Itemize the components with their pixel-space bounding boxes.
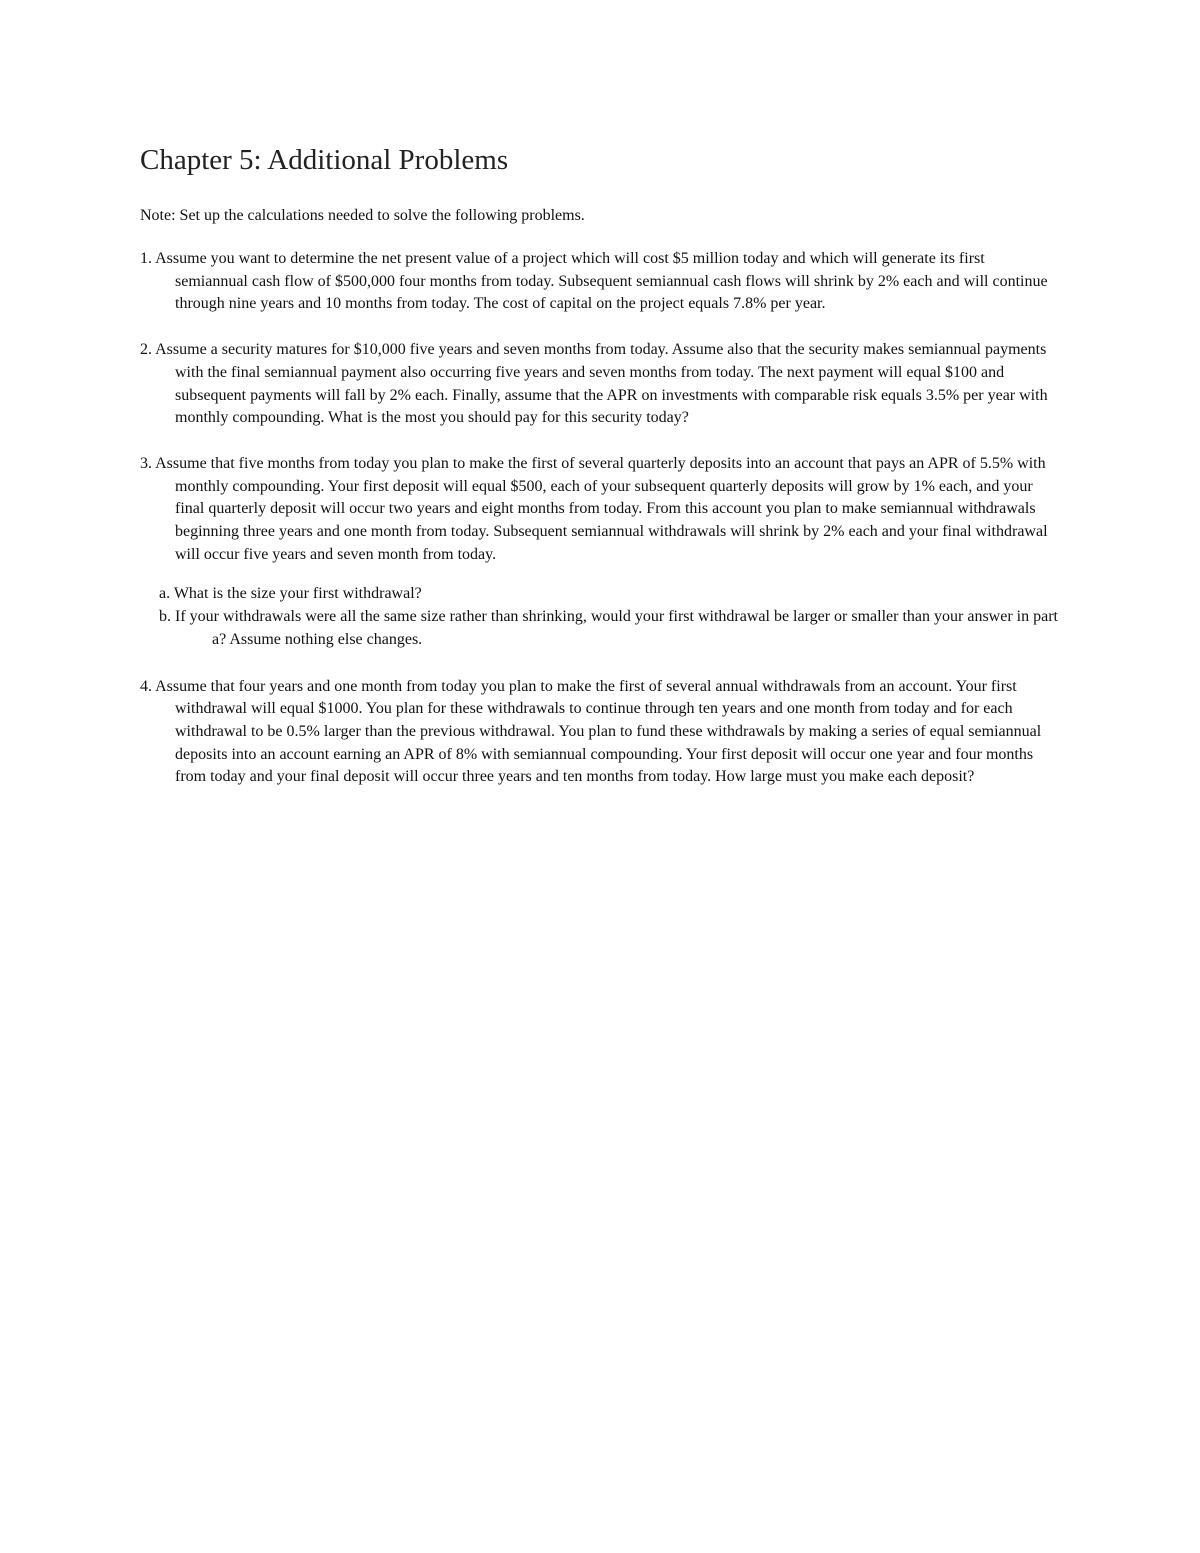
document-page [140,138,1060,812]
problem-text: Assume that five months from today you plan to make the first of several quarterly deposits into an account that pays an APR of 5.5% with monthly compounding. Your first deposit will equal $500, each of your subsequent quarterly deposits will grow by 1% each, and your final quarterly deposit will occur two years and eight months from today. From this account you plan to make semiannual withdrawals beginning three years and one month from today. Subsequent semiannual withdrawals will shrink by 2% each and your final withdrawal will occur five years and seven month from today. [155,454,1048,563]
problem-number: 2. [140,341,152,359]
problem-number: 4. [140,677,152,695]
instruction-note: Note: Set up the calculations needed to solve the following problems. [140,207,585,224]
subpart-text: If your withdrawals were all the same size rather than shrinking, would your first withdrawal be larger or smaller than your answer in part a? Assume nothing else changes. [175,608,1058,648]
subpart-a [140,583,1060,606]
subpart-label: a. [159,585,171,603]
subpart-text: What is the size your first withdrawal? [173,585,422,603]
problem-3 [140,453,1060,567]
problem-number: 1. [140,250,152,267]
problem-2 [140,339,1060,430]
problem-4 [140,676,1060,790]
problem-number: 3. [140,454,152,472]
subpart-b [140,606,1060,651]
problem-text: Assume a security matures for $10,000 five years and seven months from today. Assume also that the security makes semiannual payments with the final semiannual payment also occurring five years and seven months from today. The next payment will equal $100 and subsequent payments will fall by 2% each. Finally, assume that the APR on investments with comparable risk equals 3.5% per year with monthly compounding. What is the most you should pay for this security today? [155,341,1048,427]
problem-text: Assume you want to determine the net present value of a project which will cost $5 million today and which will generate its first semiannual cash flow of $500,000 four months from today. Subsequent semiannual cash flows will shrink by 2% each and will continue through nine years and 10 months from today. The cost of capital on the project equals 7.8% per year. [155,250,1048,313]
subpart-label: b. [159,608,171,626]
problem-3-subparts [140,583,1060,651]
page-title: Chapter 5: Additional Problems [140,144,509,176]
problem-text: Assume that four years and one month from today you plan to make the first of several annual withdrawals from an account. Your first withdrawal will equal $1000. You plan for these withdrawals to continue through ten years and one month from today and for each withdrawal to be 0.5% larger than the previous withdrawal. You plan to fund these withdrawals by making a series of equal semiannual deposits into an account earning an APR of 8% with semiannual compounding. Your first deposit will occur one year and four months from today and your final deposit will occur three years and ten months from today. How large must you make each deposit? [155,677,1042,786]
problem-1 [140,248,1060,316]
